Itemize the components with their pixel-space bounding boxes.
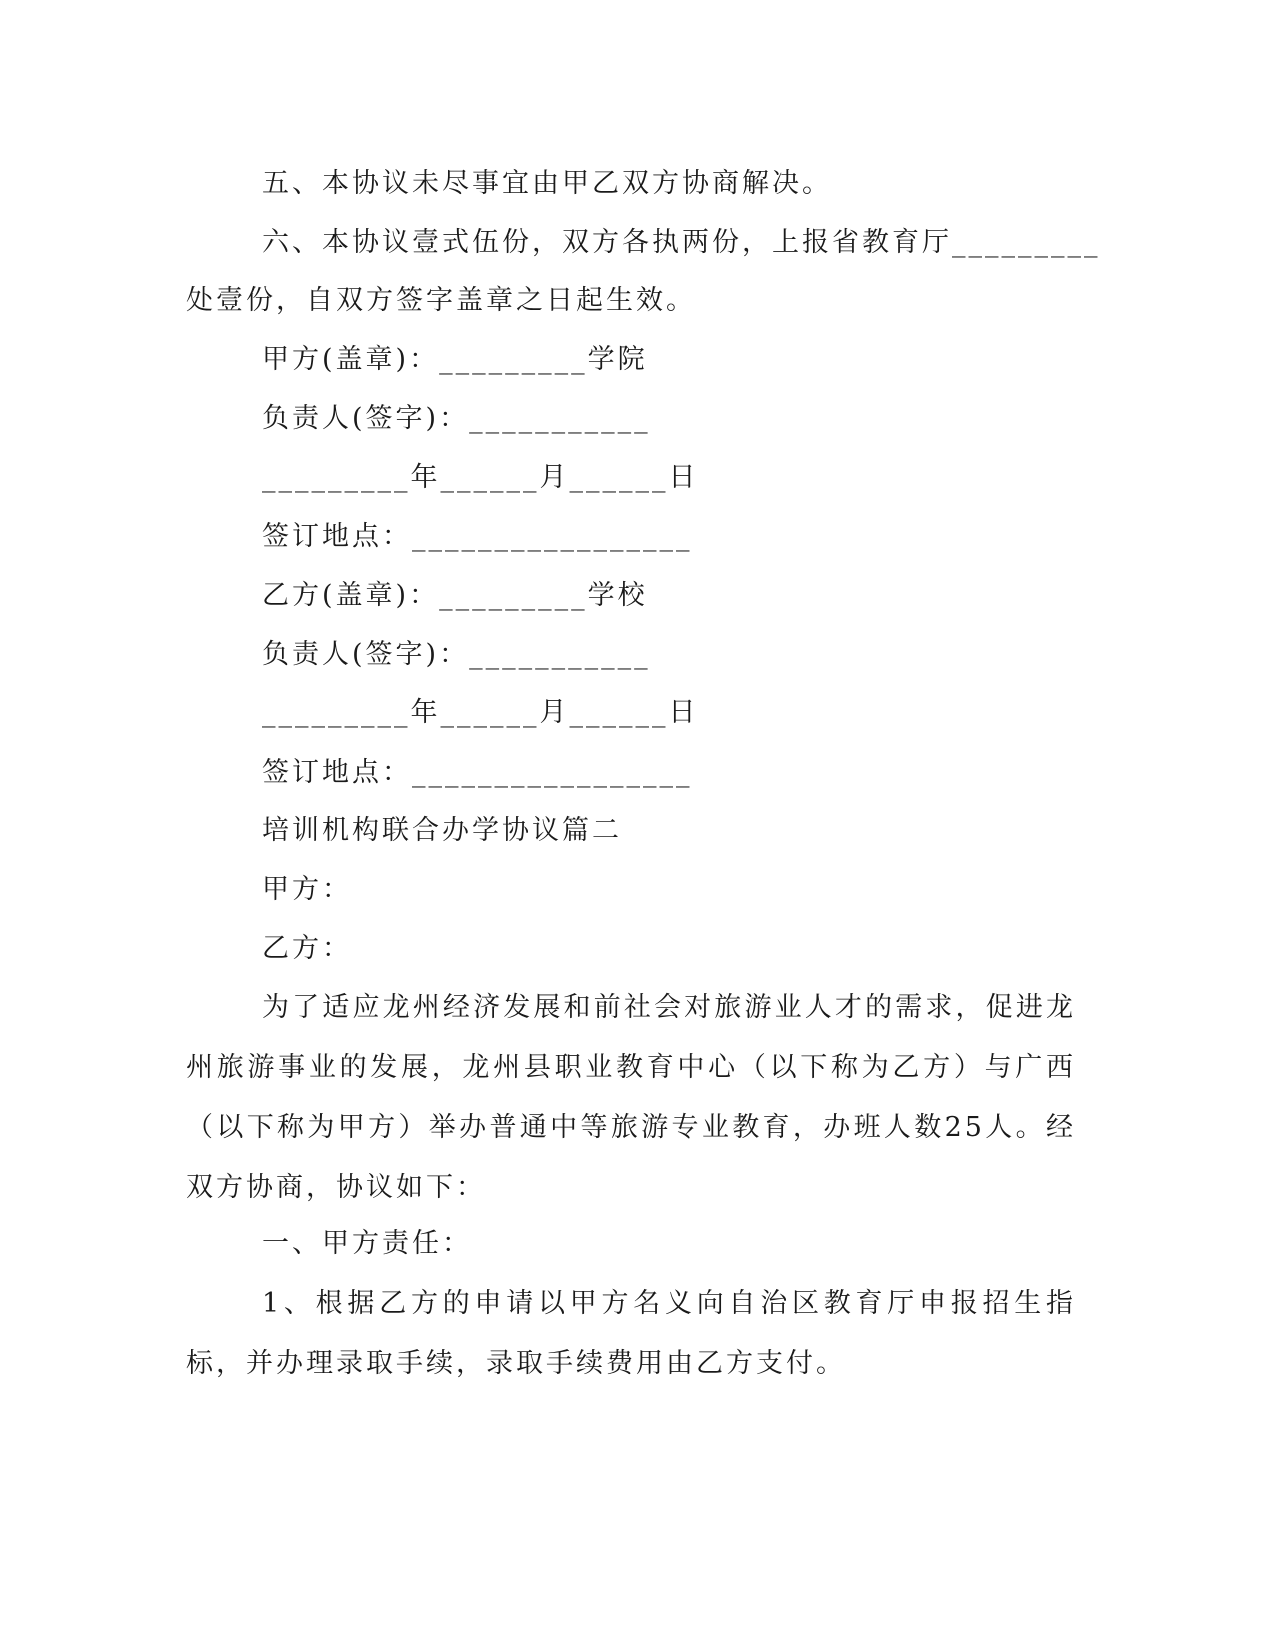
clause-six-line-2: 处壹份，自双方签字盖章之日起生效。: [186, 285, 696, 316]
party-b-date: _________年______月______日: [262, 697, 699, 728]
party-a-seal: 甲方(盖章)：_________学院: [262, 344, 648, 375]
party-b-label: 乙方：: [262, 933, 352, 964]
party-b-seal: 乙方(盖章)：_________学校: [262, 580, 648, 611]
section-heading: 培训机构联合办学协议篇二: [262, 815, 622, 846]
party-a-date: _________年______月______日: [262, 462, 699, 493]
party-a-label: 甲方：: [262, 874, 352, 905]
clause-five: 五、本协议未尽事宜由甲乙双方协商解决。: [262, 168, 832, 199]
intro-paragraph: 为了适应龙州经济发展和前社会对旅游业人才的需求，促进龙州旅游事业的发展，龙州县职业教育中心（以下称为乙方）与广西（以下称为甲方）举办普通中等旅游专业教育，办班人数25人。经双方协商，协议如下：: [186, 992, 1076, 1203]
party-b-place: 签订地点：_________________: [262, 757, 693, 788]
party-a-signatory: 负责人(签字)：___________: [262, 403, 651, 434]
party-a-place: 签订地点：_________________: [262, 521, 693, 552]
duty-item-1: 1、根据乙方的申请以甲方名义向自治区教育厅申报招生指标，并办理录取手续，录取手续费用由乙方支付。: [186, 1288, 1076, 1379]
party-b-signatory: 负责人(签字)：___________: [262, 639, 651, 670]
clause-six-line-1: 六、本协议壹式伍份，双方各执两份，上报省教育厅_________: [262, 227, 1101, 258]
party-a-duties-heading: 一、甲方责任：: [262, 1228, 472, 1259]
